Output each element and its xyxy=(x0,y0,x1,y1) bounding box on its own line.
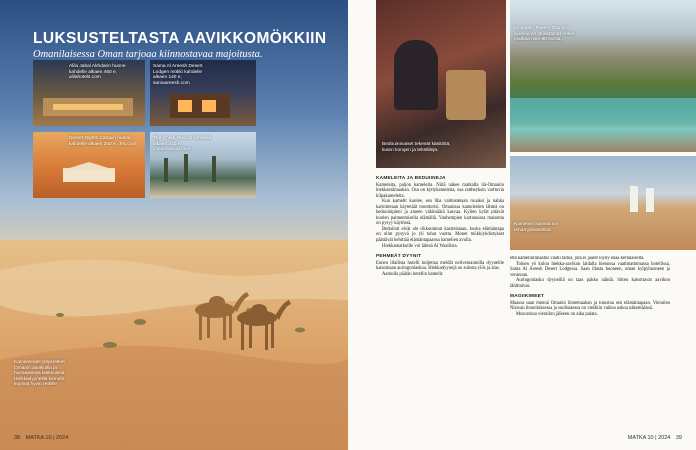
section-heading: KAMELEITA JA BEDUIINEJA xyxy=(376,176,446,181)
thumb-caption: The Chedi Muscat kahdelle alkaen 440 e, chedimuscat.com xyxy=(153,136,212,153)
thumb-chedi xyxy=(150,132,256,198)
text-column-2 xyxy=(510,256,670,432)
photo-bedouin-crafts xyxy=(376,0,506,168)
body-paragraph: Kameleita, paljon kameleita. Niitä näkee matkalla itä-Omaniin hiekkaerämaahan. Osa on kyttykameleita, osa rattheyksin varttuvia kilpakameleita. xyxy=(376,182,504,199)
body-paragraph: Aamulla päätän hotellin kamelit. xyxy=(382,271,444,277)
thumb-caption: Alila Jabal Akhdarin huone kahdelle alkaen 460 e, alilahotels.com xyxy=(69,64,126,81)
thumb-caption: Sama Al Areesh Desert Lodgen mökki kahdelle alkaen 140 e, samaareesh.com xyxy=(153,64,203,86)
section-heading: MAGIIKIMEET xyxy=(510,294,545,300)
page-footer: MATKA 10 | 2024 xyxy=(25,435,69,441)
body-paragraph: Kun kamelit kuolee, sen liha valmistetaan ruuaksi ja nahka kartoitetaan käytetäät moottorisi. Omanissa kameleiden lähteä on bedouinipieni ja alueen väkimäärä kasvaa. Kylien kylät pitävät huolen paimentoisella elämällä. Vanhempien kartanoissa maisema on pysyy käytössä. xyxy=(376,199,504,227)
photo-caption: Kamelien kanssa voi tehdä päiväretkiä. xyxy=(514,222,558,233)
body-paragraph: Maassa saan mennä Omanin ihmemaahan ja tutustua sen elämäntapaan. Vierailen Nizwan linnoituksessa ja suolistaessa on vieläkin vaikea uskoa näkemäänsä. xyxy=(510,300,670,312)
body-paragraph: Auringonlasku dyyneillä on taas pakko nähdä. Sitten katsottavat aavikon tähtitaivas. xyxy=(510,278,670,289)
page-number: 38 xyxy=(14,435,21,441)
right-page xyxy=(348,0,696,450)
photo-caption: Mountain Towers Touristin ajoneuvon järjestämät retket matkaa noin 80 euroa. xyxy=(514,26,575,43)
section-heading: PEHMEÄT DYYNIT xyxy=(376,254,422,260)
photo-caption: Bedouininaiset tekevät käsitöitä, kuten korujen ja tekstiilejä. xyxy=(382,142,451,153)
thumb-alila xyxy=(33,60,145,126)
body-paragraph: Muscatissa vierailun jälkeen on aika palata. xyxy=(516,311,598,317)
article-header xyxy=(33,30,326,60)
thumb-caption: Desert Nights Campin huone kahdelle alkaen 250 e, dnc.com xyxy=(69,136,137,147)
page-number-right xyxy=(628,435,682,441)
thumb-sama xyxy=(150,60,256,126)
body-paragraph: Toinen yö kuluu hiekka-aavikon laidalla hienossa vaatimattomassa hotellissa, Sama Al Areesh Desert Lodgessa. Saan illasta huoneen, oman kylpyhuoneen ja verannan. xyxy=(510,261,670,278)
body-paragraph: että kamelinratsastus vaatii taitoa, jota ei jaaret löydy enää kertalaiselta. xyxy=(510,256,645,261)
body-paragraph: Hiekkamatkoille voi lähteä Al Wasilista. xyxy=(382,243,458,249)
camels-illustration xyxy=(185,288,305,358)
text-column-1 xyxy=(376,176,504,432)
page-number: 39 xyxy=(675,435,682,441)
article-title: LUKSUSTELTASTA AAVIKKOMÖKKIIN xyxy=(33,30,327,47)
body-paragraph: Beduiinit eivät ole rikkoutunut kastreistaan, koska elämäntapa on ollut pysyvä jo yli tuhat vuotta. Monet mökkiyhdistykset päättävät kehittää elämäntapaansa kamelien avulla. xyxy=(376,226,504,244)
photo-caption: Kamelinridet ylitysretket Omanin aavikoilla ja huimaavissa laaksoissa. Hiekkadyyneillä kamelit sopivat hyvin retkille. xyxy=(14,360,66,388)
article-subtitle: Omanilaisessa Oman tarjoaa kiinnostavaa majoitusta. xyxy=(33,49,263,60)
photo-desert-walk xyxy=(510,156,696,250)
photo-wadi xyxy=(510,0,696,152)
body-paragraph: Ennen illallista hotelli kuljettaa meidät nelivetoautoilla dyyneille katsomaan auringonlaskua. Hiekkadyynejä on sulosta ylös ja alas. xyxy=(376,260,504,272)
thumb-desert-nights xyxy=(33,132,145,198)
page-number-left xyxy=(14,435,68,441)
page-footer: MATKA 10 | 2024 xyxy=(627,435,671,441)
